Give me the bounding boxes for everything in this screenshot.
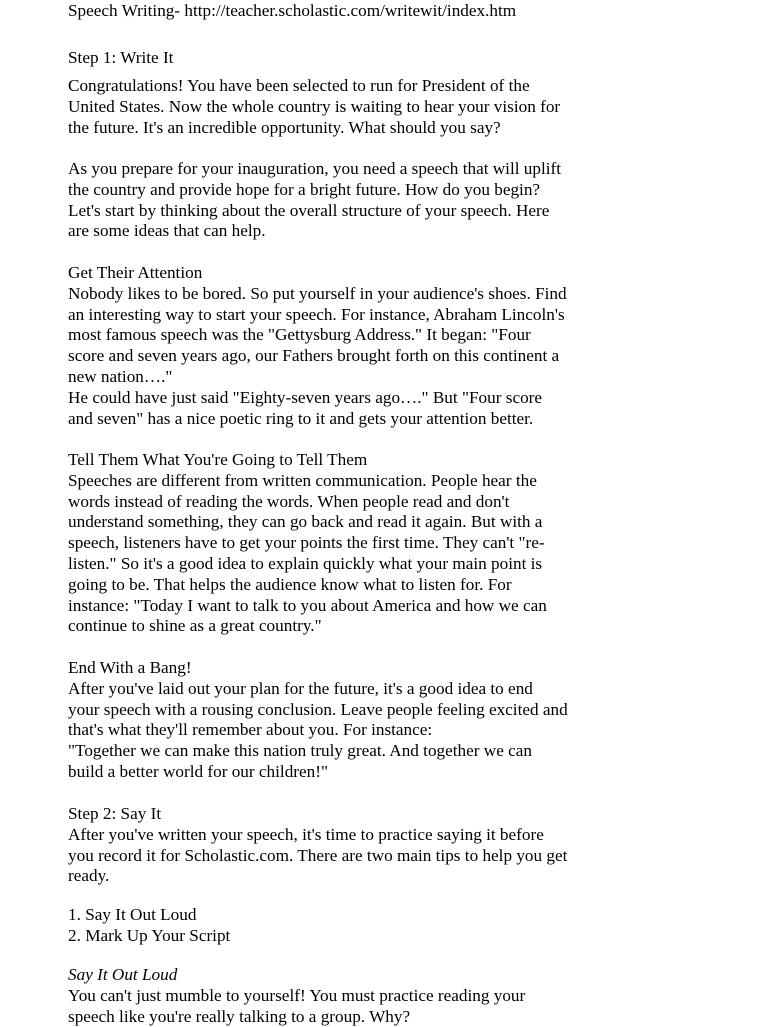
bang-heading: End With a Bang! [68,658,192,677]
intro-paragraph-2: As you prepare for your inauguration, you need a speech that will uplift the country and provide hope for a bright future. How do you begin? Let's start by thinking about the overall structure of your speech. Here are some ideas that can help. [68,159,562,241]
bang-paragraph-2: "Together we can make this nation truly great. And together we can build a better world for our children!" [68,741,532,781]
step2-paragraph: After you've written your speech, it's time to practice saying it before you record it for Scholastic.com. There are two main tips to help you get ready. [68,824,568,886]
tell-section [68,450,568,637]
attention-paragraph-1: Nobody likes to be bored. So put yourself in your audience's shoes. Find an interesting way to start your speech. For instance, Abraham Lincoln's most famous speech was the "Gettysburg Address." It began: "Four score and seven years ago, our Fathers brought forth on this continent a new nation…." [68,283,567,386]
tell-paragraph: Speeches are different from written communication. People hear the words instead of reading the words. When people read and don't understand something, they can go back and read it again. But with a speech, listeners have to get your points the first time. They can't "re-listen." So it's a good idea to explain quickly what your main point is going to be. That helps the audience know what to listen for. For instance: "Today I want to talk to you about America and how we can continue to shine as a great country." [68,470,547,636]
list-item: 2. Mark Up Your Script [68,925,231,945]
step2-section [68,804,568,887]
attention-paragraph-2: He could have just said "Eighty-seven years ago…." But "Four score and seven" has a nice poetic ring to it and gets your attention better. [68,387,543,428]
bang-paragraph-1: After you've laid out your plan for the future, it's a good idea to end your speech with a rousing conclusion. Leave people feeling excited and that's what they'll remember about you. For instance: [68,678,568,740]
out-loud-section [68,965,568,1027]
out-loud-paragraph: You can't just mumble to yourself! You must practice reading your speech like you're really talking to a group. Why? [68,985,526,1026]
attention-section [68,263,568,429]
list-item: 1. Say It Out Loud [68,905,197,924]
step2-list [68,905,568,947]
step1-heading: Step 1: Write It [68,48,174,67]
attention-heading: Get Their Attention [68,263,203,282]
document-header: Speech Writing- http://teacher.scholastic.com/writewit/index.htm [68,1,517,20]
step2-heading: Step 2: Say It [68,804,162,823]
tell-heading: Tell Them What You're Going to Tell Them [68,450,368,469]
bang-section [68,658,568,783]
out-loud-heading: Say It Out Loud [68,965,178,984]
step1-section [68,48,568,69]
intro-paragraph-2-wrap [68,159,568,242]
intro-paragraph-1: Congratulations! You have been selected to run for President of the United States. Now the whole country is waiting to hear your vision for the future. It's an incredible opportunity. What should you say? [68,76,561,137]
intro-paragraph-1-wrap [68,76,568,138]
